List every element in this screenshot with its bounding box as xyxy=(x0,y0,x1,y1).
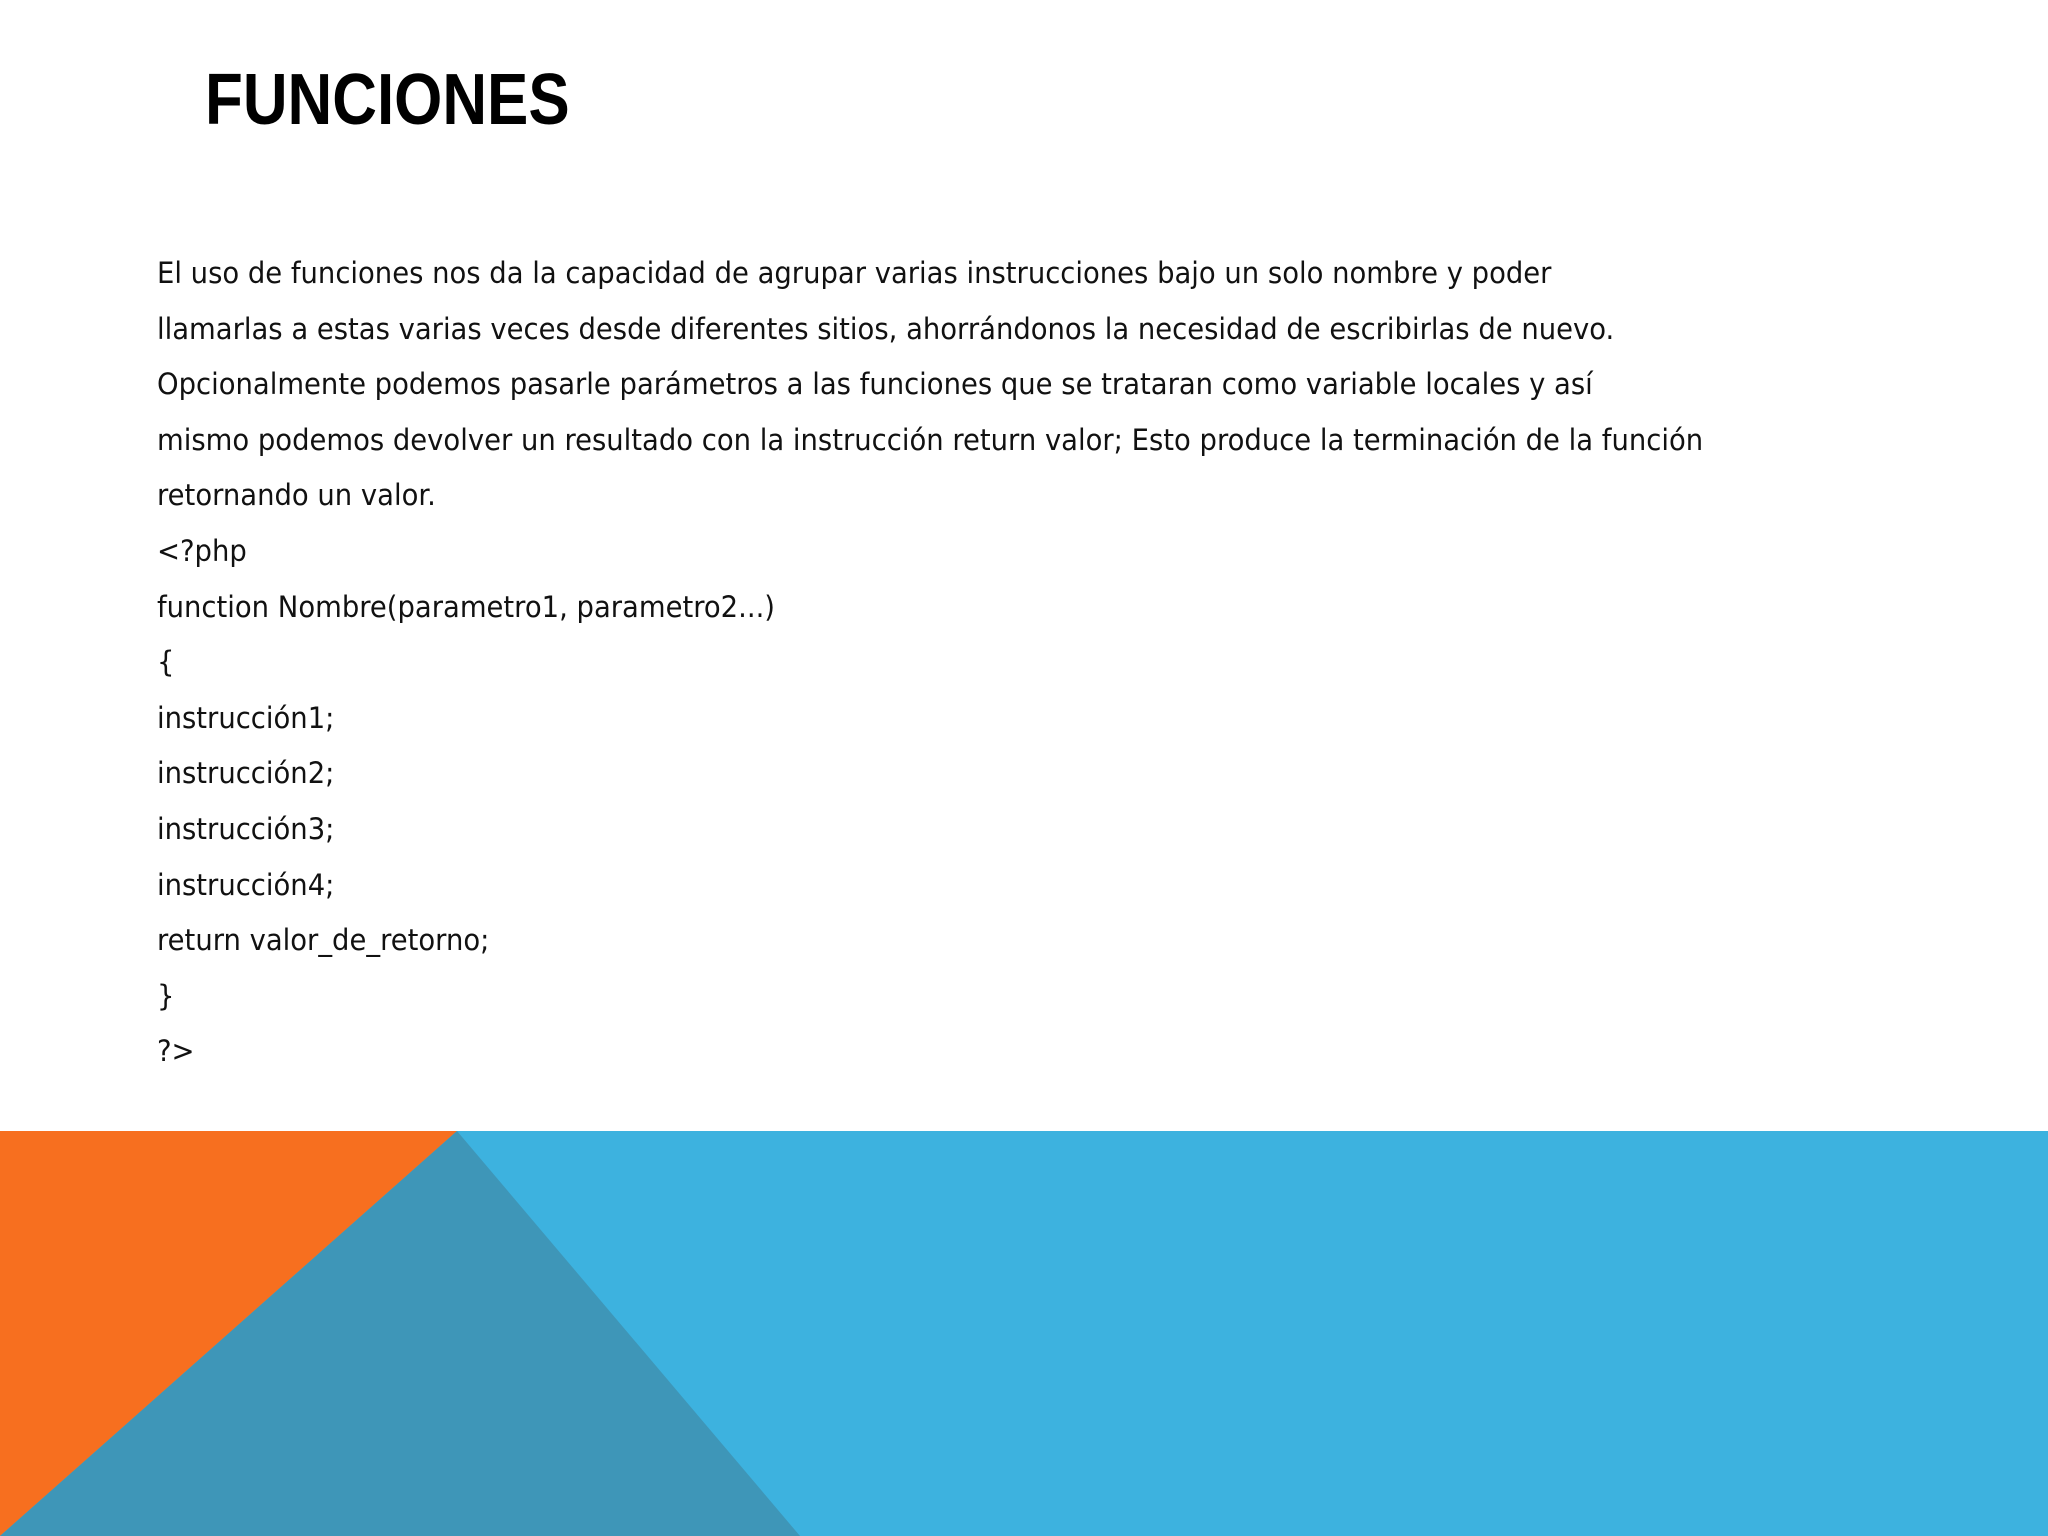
body-line: llamarlas a estas varias veces desde diferentes sitios, ahorrándonos la necesidad de escribirlas de nuevo. xyxy=(157,311,1615,346)
body-line: Opcionalmente podemos pasarle parámetros a las funciones que se trataran como variable locales y así xyxy=(157,367,1593,402)
slide-title: FUNCIONES xyxy=(205,60,570,140)
code-line: { xyxy=(157,645,175,680)
code-line: instrucción1; xyxy=(157,700,335,735)
decorative-band xyxy=(0,1131,2048,1536)
code-line: instrucción2; xyxy=(157,756,335,791)
body-line: retornando un valor. xyxy=(157,478,436,513)
code-line: <?php xyxy=(157,533,247,568)
code-line: instrucción4; xyxy=(157,867,335,902)
code-line: ?> xyxy=(157,1034,195,1069)
code-line: function Nombre(parametro1, parametro2...) xyxy=(157,589,775,624)
body-line: mismo podemos devolver un resultado con la instrucción return valor; Esto produce la terminación de la función xyxy=(157,422,1704,457)
code-line: return valor_de_retorno; xyxy=(157,923,490,958)
body-line: El uso de funciones nos da la capacidad de agrupar varias instrucciones bajo un solo nombre y poder xyxy=(157,256,1552,290)
code-line: instrucción3; xyxy=(157,811,335,846)
slide-body xyxy=(157,246,1997,1080)
code-line: } xyxy=(157,978,175,1013)
